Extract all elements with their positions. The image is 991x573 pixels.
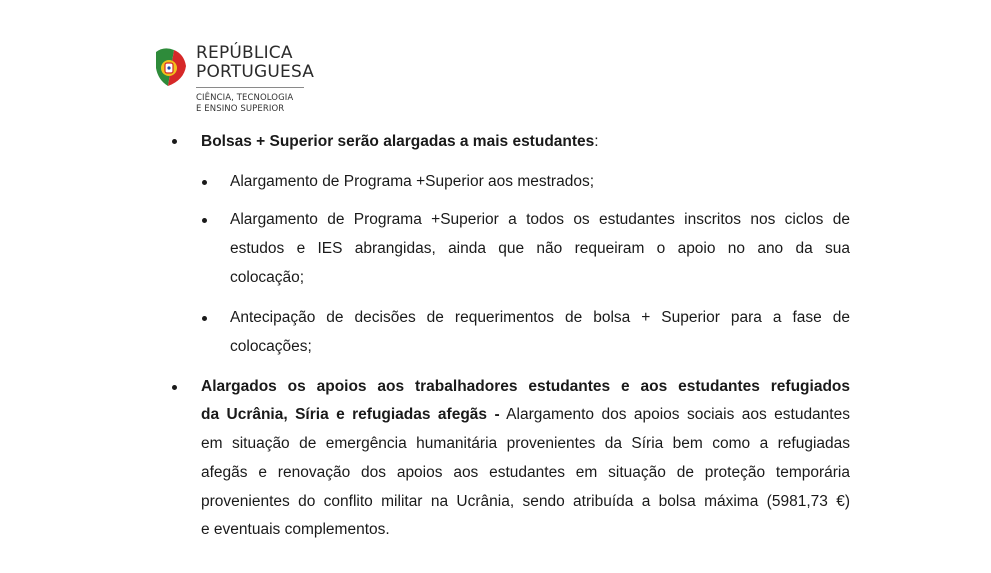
- republica-portuguesa-logo: [154, 44, 314, 118]
- section-2-line-6: e eventuais complementos.: [201, 521, 390, 538]
- list-item-1-line-1: Alargamento de Programa +Superior aos mestrados;: [230, 173, 595, 190]
- section-2-heading-bold-1: Alargados os apoios aos trabalhadores estudantes e aos estudantes refugiados: [201, 378, 850, 395]
- bullet-section-2: [172, 385, 177, 390]
- list-item-2-line-3: colocação;: [230, 269, 305, 286]
- section-2-line-5: provenientes do conflito militar na Ucrânia, sendo atribuída a bolsa máxima (5981,73 €): [201, 493, 850, 510]
- list-item-2-line-2: estudos e IES abrangidas, ainda que não requeiram o apoio no ano da sua: [230, 240, 850, 257]
- logo-wordmark: [196, 44, 314, 82]
- ministry-line-1: CIÊNCIA, TECNOLOGIA: [196, 93, 294, 103]
- bullet-section-1: [172, 139, 177, 144]
- section-2-line-2: [201, 405, 850, 425]
- section-1-heading-colon: :: [594, 133, 599, 150]
- logo-divider: [196, 87, 304, 88]
- section-2-line-3: em situação de emergência humanitária provenientes da Síria bem como a refugiadas: [201, 435, 850, 452]
- ministry-name: [196, 93, 293, 115]
- portuguese-coat-of-arms-icon: [154, 46, 188, 90]
- list-item-3-line-1: Antecipação de decisões de requerimentos de bolsa + Superior para a fase de: [230, 309, 850, 326]
- logo-line-1: REPÚBLICA: [196, 43, 293, 63]
- bullet-item-2: [202, 218, 207, 223]
- section-2-heading-line-1: [201, 377, 850, 397]
- ministry-line-2: E ENSINO SUPERIOR: [196, 104, 285, 114]
- list-item-3-line-2: colocações;: [230, 338, 312, 355]
- section-2-line-4: afegãs e renovação dos apoios aos estudantes em situação de proteção temporária: [201, 464, 850, 481]
- list-item-2-line-1: Alargamento de Programa +Superior a todos os estudantes inscritos nos ciclos de: [230, 211, 850, 228]
- logo-line-2: PORTUGUESA: [196, 62, 315, 82]
- section-1-heading: [201, 132, 599, 152]
- section-2-line-2-text: Alargamento dos apoios sociais aos estudantes: [499, 406, 850, 423]
- section-1-heading-bold: Bolsas + Superior serão alargadas a mais estudantes: [201, 133, 595, 150]
- bullet-item-1: [202, 180, 207, 185]
- bullet-item-3: [202, 316, 207, 321]
- section-2-heading-bold-2: da Ucrânia, Síria e refugiadas afegãs -: [201, 406, 500, 423]
